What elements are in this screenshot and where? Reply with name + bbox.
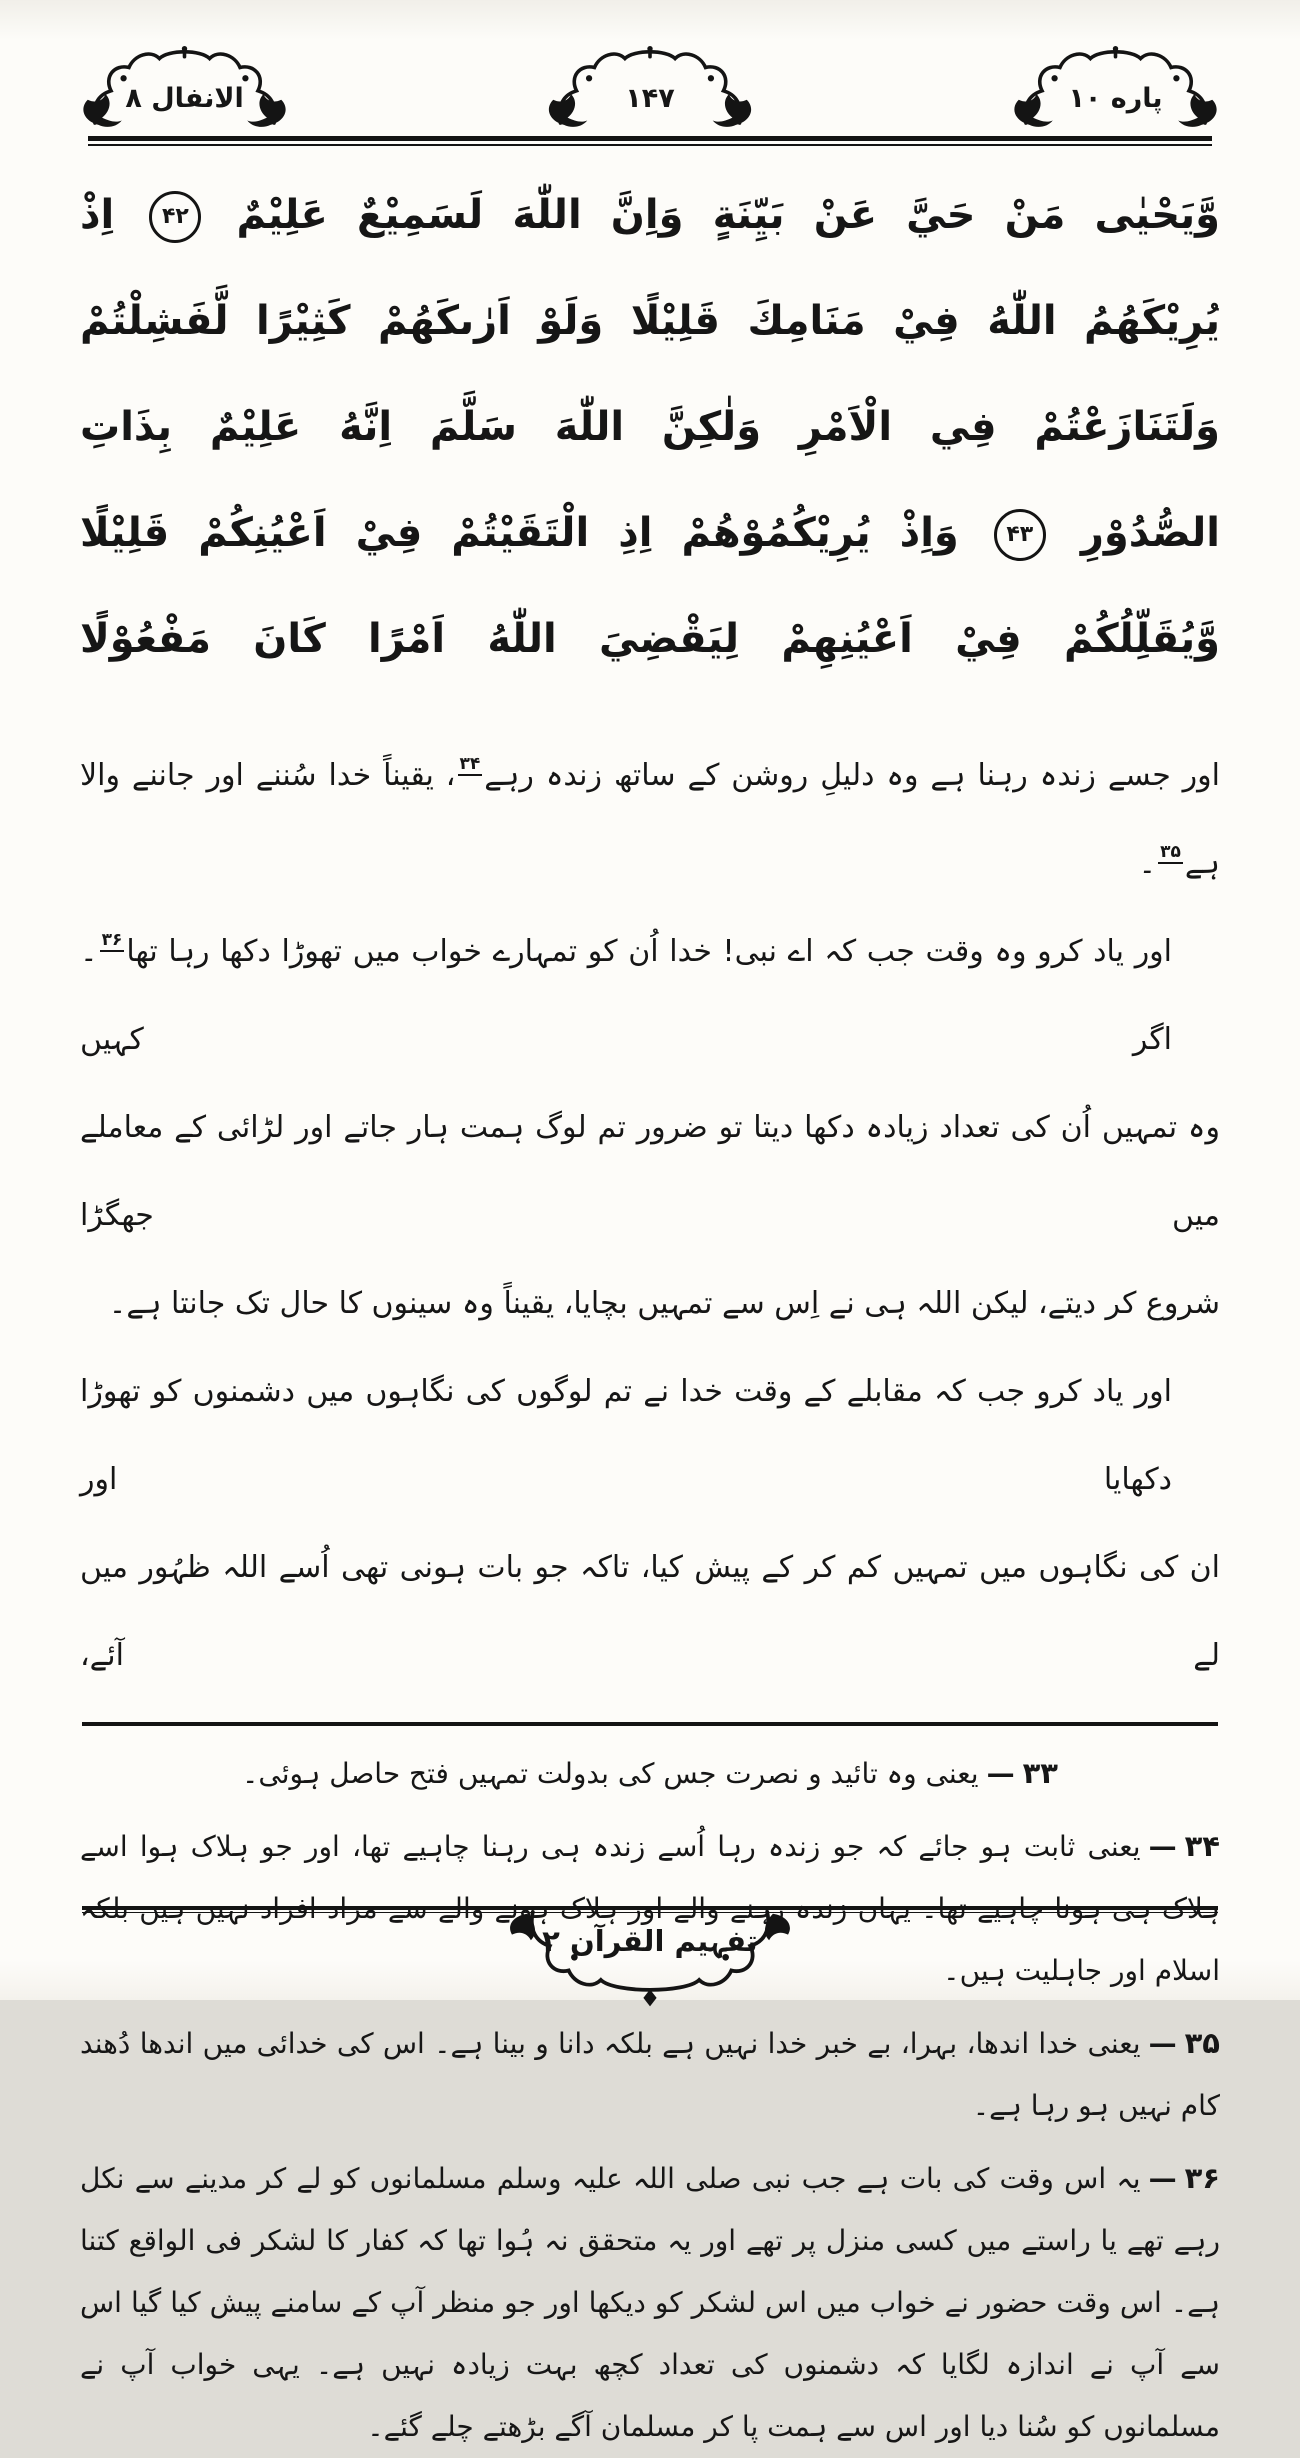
translation-text: وہ تمہیں اُن کی تعداد زیادہ دکھا دیتا تو ضرور تم لوگ ہمت ہار جاتے اور لڑائی کے معاملے میں جھگڑا (80, 1110, 1220, 1233)
translation-line (80, 1524, 1220, 1700)
quran-section (0, 146, 1300, 692)
para-ornament (983, 46, 1248, 132)
quran-line (80, 162, 1220, 268)
translation-text: ان کی نگاہوں میں تمہیں کم کر کے پیش کیا، تاکہ جو بات ہونی تھی اُسے اللہ ظہُور میں لے آئے، (80, 1550, 1220, 1673)
footnote-ref: ۳۴ (459, 754, 481, 774)
translation-text: ، یقیناً خدا سُننے اور جاننے والا ہے (80, 758, 1220, 881)
surah-ornament (52, 46, 317, 132)
quran-text: وَلَتَنَازَعْتُمْ فِي الْاَمْرِ وَلٰكِنَّ اللّٰهَ سَلَّمَ اِنَّهُ عَلِيْمٌ بِذَاتِ (80, 404, 1220, 450)
footnote-number: ۳۳ (1022, 1756, 1058, 1790)
quran-text: وَّيَحْيٰى مَنْ حَيَّ عَنْ بَيِّنَةٍ وَاِنَّ اللّٰهَ لَسَمِيْعٌ عَلِيْمٌ (236, 192, 1220, 238)
translation-line (80, 908, 1220, 1084)
translation-section (0, 692, 1300, 1700)
translation-text: ۔ (1138, 846, 1157, 881)
quran-text: وَاِذْ يُرِيْكُمُوْهُمْ اِذِ الْتَقَيْتُمْ فِيْ اَعْيُنِكُمْ قَلِيْلًا (80, 510, 959, 556)
page-number-ornament (530, 46, 770, 132)
footnote-item (80, 2012, 1220, 2137)
book-title: تفہیم القرآن ۲ (542, 1924, 758, 1958)
verse-number-badge: ۴۳ (994, 509, 1046, 561)
translation-line (80, 1348, 1220, 1524)
quran-text: وَّيُقَلِّلُكُمْ فِيْ اَعْيُنِهِمْ لِيَقْضِيَ اللّٰهُ اَمْرًا كَانَ مَفْعُوْلًا (80, 616, 1220, 662)
footnote-text: یعنی وہ تائید و نصرت جس کی بدولت تمہیں فتح حاصل ہوئی۔ (242, 1757, 979, 1790)
surah-label: الانفال ۸ (125, 82, 244, 114)
translation-text: اور یاد کرو وہ وقت جب کہ اے نبی! خدا اُن کو تمہارے خواب میں تھوڑا دکھا رہا تھا (126, 934, 1172, 969)
translation-line (80, 1084, 1220, 1260)
page-header (0, 0, 1300, 132)
quran-line (80, 586, 1220, 692)
footnote-dash: — (1148, 1830, 1177, 1863)
quran-line (80, 268, 1220, 374)
footnote-number: ۳۴ (1184, 1829, 1220, 1863)
footnote-text: یہ اس وقت کی بات ہے جب نبی صلی اللہ علیہ وسلم مسلمانوں کو لے کر مدینے سے نکل رہے تھے یا راستے میں کسی منزل پر تھے اور یہ متحقق نہ ہُوا تھا کہ کفار کا لشکر فی الواقع کتنا ہے۔ اس وقت حضور نے خواب میں اس لشکر کو دیکھا اور جو منظر آپ کے سامنے پیش کیا گیا اس سے آپ نے اندازہ لگایا کہ دشمنوں کی تعداد کچھ بہت زیادہ نہیں ہے۔ یہی خواب آپ نے مسلمانوں کو سُنا دیا اور اس سے ہمت پا کر مسلمان آگے بڑھتے چلے گئے۔ (80, 2162, 1220, 2443)
footnote-text: یعنی خدا اندھا، بہرا، بے خبر خدا نہیں ہے بلکہ دانا و بینا ہے۔ اس کی خدائی میں اندھا دُھند کام نہیں ہو رہا ہے۔ (80, 2027, 1220, 2122)
footnote-dash: — (1148, 2162, 1177, 2195)
footnote-item (80, 1742, 1220, 1805)
footnote-number: ۳۶ (1184, 2161, 1220, 2195)
translation-text: شروع کر دیتے، لیکن اللہ ہی نے اِس سے تمہیں بچایا، یقیناً وہ سینوں کا حال تک جانتا ہے۔ (108, 1286, 1220, 1321)
footnote-text: یعنی ثابت ہو جائے کہ جو زندہ رہا اُسے زندہ ہی رہنا چاہیے تھا، اور جو ہلاک ہوا اسے ہلاک ہی ہونا چاہیے تھا۔ یہاں زندہ رہنے والے اور ہلاک ہونے والے سے مراد افراد نہیں ہیں بلکہ اسلام اور جاہلیت ہیں۔ (80, 1830, 1220, 1987)
footnote-dash: — (1148, 2027, 1177, 2060)
footer-ornament (470, 1910, 830, 2014)
footnote-dash: — (986, 1757, 1015, 1790)
quran-line (80, 374, 1220, 480)
quran-line (80, 480, 1220, 586)
translation-line (80, 1260, 1220, 1348)
footnote-number: ۳۵ (1184, 2026, 1220, 2060)
translation-text: ۔ اگر کہیں (80, 934, 1172, 1057)
verse-number-badge: ۴۲ (149, 191, 201, 243)
footnote-ref: ۳۵ (1160, 842, 1181, 862)
footnote-ref: ۳۶ (101, 930, 123, 950)
para-label: پاره ۱۰ (1068, 82, 1163, 114)
translation-text: اور یاد کرو جب کہ مقابلے کے وقت خدا نے تم لوگوں کی نگاہوں میں دشمنوں کو تھوڑا دکھایا اور (80, 1374, 1172, 1497)
translation-line (80, 732, 1220, 908)
translation-text: اور جسے زندہ رہنا ہے وہ دلیلِ روشن کے ساتھ زندہ رہے (484, 758, 1220, 793)
quran-text: الصُّدُوْرِ (1080, 510, 1220, 556)
page-footer (0, 1906, 1300, 2014)
quran-text: اِذْ (80, 192, 115, 238)
footnotes-section (0, 1726, 1300, 2458)
header-rule (88, 136, 1212, 146)
page-number: ۱۴۷ (625, 82, 675, 114)
quran-text: يُرِيْكَهُمُ اللّٰهُ فِيْ مَنَامِكَ قَلِيْلًا وَلَوْ اَرٰىكَهُمْ كَثِيْرًا لَّفَشِلْتُمْ (80, 298, 1220, 344)
footnote-item (80, 2147, 1220, 2458)
